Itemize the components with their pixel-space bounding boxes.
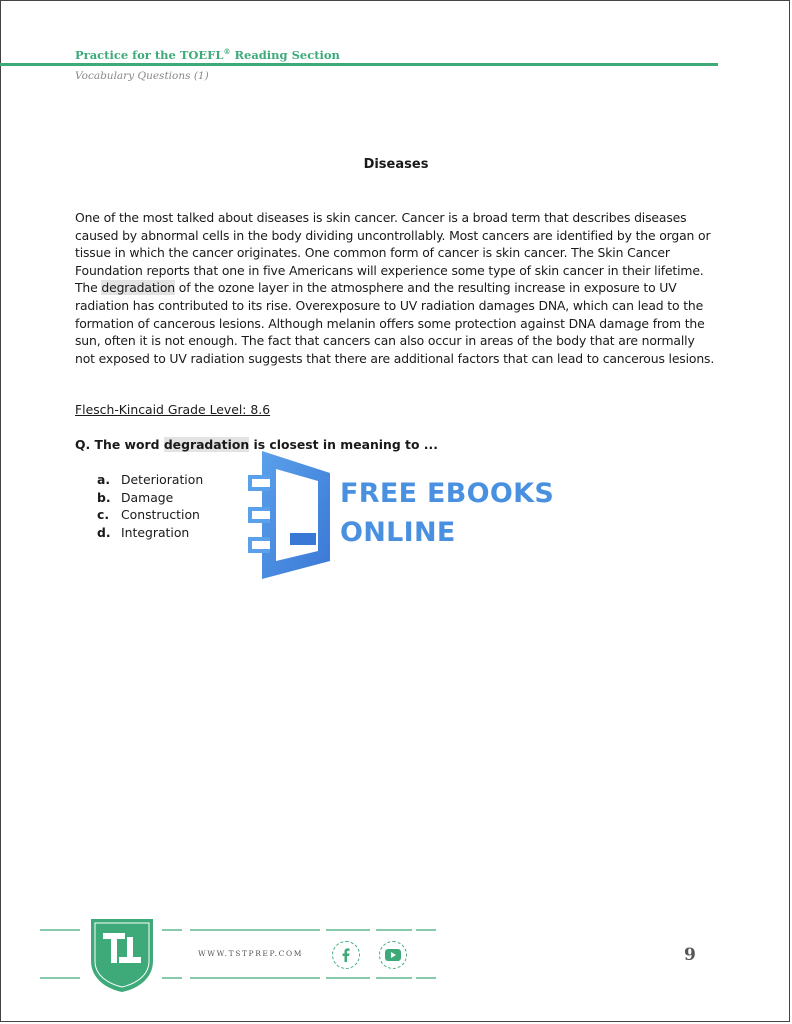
facebook-icon[interactable]: [332, 941, 360, 969]
question-text: Q. The word degradation is closest in meaning to ...: [75, 437, 438, 452]
passage-text: One of the most talked about diseases is skin cancer. Cancer is a broad term that describes diseases caused by abnormal cells in the body dividing uncontrollably. Most cancers are identified by the organ or tissue in which the cancer originates. One common form of cancer is skin cancer. The Skin Cancer Foundation reports that one in five Americans will experience some type of skin cancer in their lifetime. The degradation of the ozone layer in the atmosphere and the resulting increase in exposure to UV radiation has contributed to its rise. Overexposure to UV radiation damages DNA, which can lead to the formation of cancerous lesions. Although melanin offers some protection against DNA damage from the sun, often it is not enough. The fact that cancers can also occur in areas of the body that are normally not exposed to UV radiation suggests that there are additional factors that can lead to cancerous lesions.: [75, 210, 715, 366]
highlighted-word: degradation: [101, 280, 175, 296]
header-title: Practice for the TOEFL® Reading Section: [75, 47, 340, 62]
watermark-text: FREE EBOOKS ONLINE: [340, 478, 555, 548]
question-highlighted-word: degradation: [163, 437, 250, 452]
option-a[interactable]: a. Deterioration: [97, 472, 204, 487]
tstprep-logo: [89, 917, 155, 993]
youtube-icon[interactable]: [379, 941, 407, 969]
passage-title: Diseases: [363, 157, 429, 172]
website-url[interactable]: WWW.TSTPREP.COM: [198, 949, 303, 958]
header-subtitle: Vocabulary Questions (1): [75, 70, 209, 82]
option-c[interactable]: c. Construction: [97, 507, 200, 522]
grade-level: Flesch-Kincaid Grade Level: 8.6: [75, 402, 271, 417]
option-b[interactable]: b. Damage: [97, 489, 174, 505]
option-d[interactable]: d. Integration: [97, 524, 190, 540]
page-number: 9: [684, 945, 696, 965]
